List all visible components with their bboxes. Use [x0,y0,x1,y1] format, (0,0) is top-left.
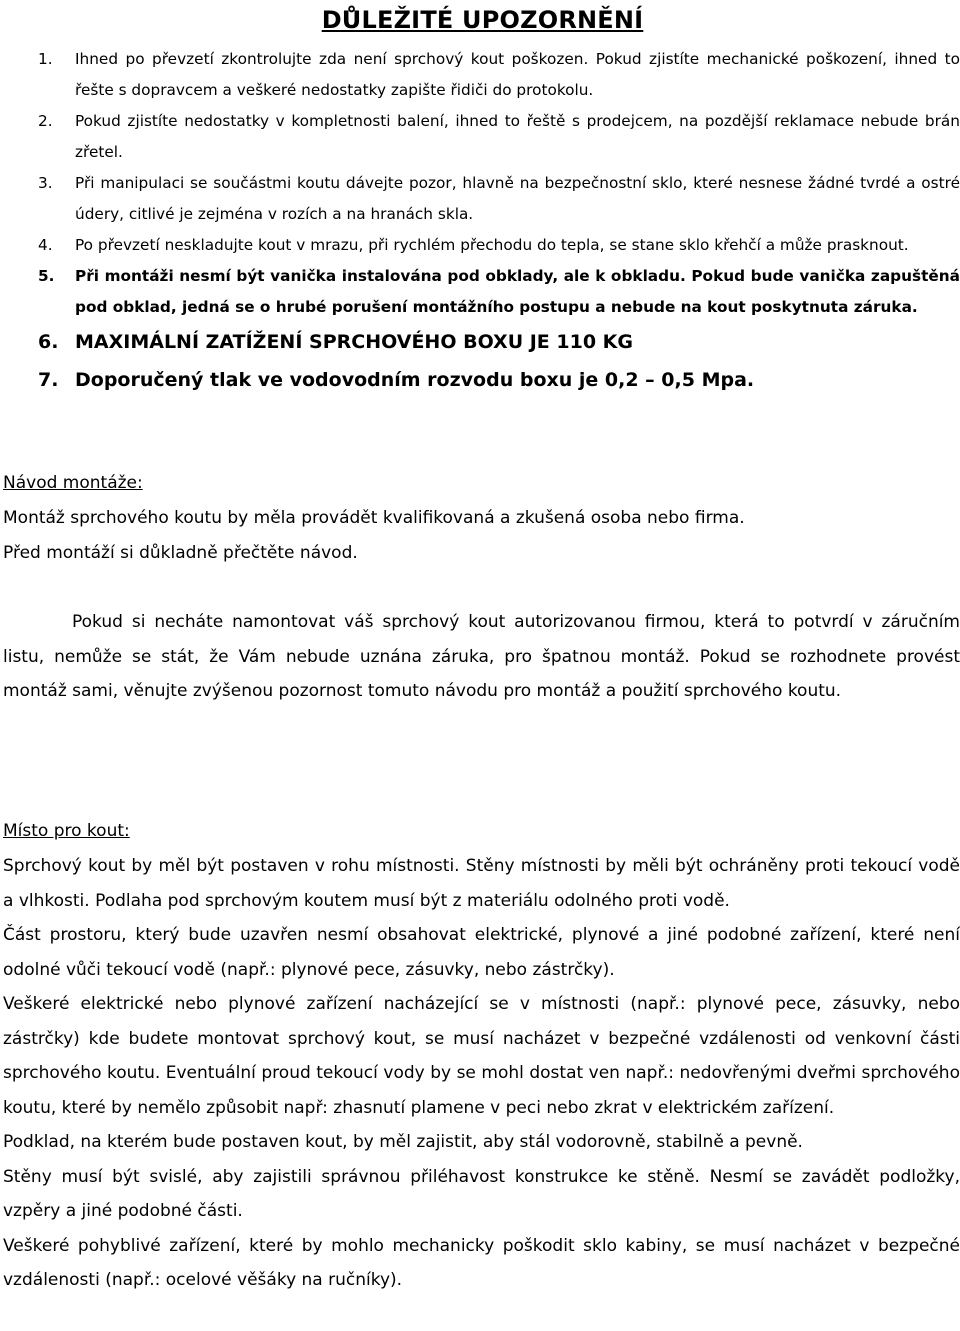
warning-text: Při montáži nesmí být vanička instalována pod obklady, ale k obkladu. Pokud bude vanička zapuštěná pod obklad, jedná se o hrubé porušení montážního postupu a nebude na kout poskytnuta záruka. [75,267,960,316]
location-paragraph-5: Stěny musí být svislé, aby zajistili správnou přiléhavost konstrukce ke stěně. Nesmí se zavádět podložky, vzpěry a jiné podobné části. [3,1166,960,1221]
location-section [3,814,960,1298]
page-title: DŮLEŽITÉ UPOZORNĚNÍ [321,6,644,34]
warning-text: Doporučený tlak ve vodovodním rozvodu boxu je 0,2 – 0,5 Mpa. [75,369,755,391]
warning-text: Po převzetí neskladujte kout v mrazu, při rychlém přechodu do tepla, se stane sklo křehčí a může prasknout. [75,236,909,254]
warning-number: 6. [38,331,59,353]
warning-text: Ihned po převzetí zkontrolujte zda není sprchový kout poškozen. Pokud zjistíte mechanické poškození, ihned to řešte s dopravcem a veškeré nedostatky zapište řidiči do protokolu. [75,50,960,99]
warning-number: 7. [38,369,59,391]
assembly-section [3,466,960,570]
warning-item-5 [0,261,960,323]
warning-number: 2. [38,112,53,130]
location-paragraph-2: Část prostoru, který bude uzavřen nesmí obsahovat elektrické, plynové a jiné podobné zařízení, které není odolné vůči tekoucí vodě (např.: plynové pece, zásuvky, nebo zástrčky). [3,925,960,980]
assembly-paragraph: Pokud si necháte namontovat váš sprchový kout autorizovanou firmou, která to potvrdí v záručním listu, nemůže se stát, že Vám nebude uznána záruka, pro špatnou montáž. Pokud se rozhodnete provést montáž sami, věnujte zvýšenou pozornost tomuto návodu pro montáž a použití sprchového koutu. [3,612,960,701]
assembly-line-2: Před montáží si důkladně přečtěte návod. [3,542,358,563]
warning-item-1 [0,44,960,106]
assembly-line-1: Montáž sprchového koutu by měla provádět kvalifikovaná a zkušená osoba nebo firma. [3,508,745,528]
location-heading: Místo pro kout: [3,821,130,841]
warning-number: 4. [38,236,53,254]
warning-item-7 [0,361,960,399]
warning-item-3 [0,168,960,230]
warning-number: 1. [38,50,53,68]
warning-text: Pokud zjistíte nedostatky v kompletnosti balení, ihned to řeště s prodejcem, na pozdější reklamace nebude brán zřetel. [75,112,960,161]
location-paragraph-3: Veškeré elektrické nebo plynové zařízení nacházející se v místnosti (např.: plynové pece, zásuvky, nebo zástrčky) kde budete montovat sprchový kout, se musí nacházet v bezpečné vzdálenosti od venkovní části sprchového koutu. Eventuální proud tekoucí vody by se mohl dostat ven např.: nedovřenými dveřmi sprchového koutu, které by nemělo způsobit např: zhasnutí plamene v peci nebo zkrat v elektrickém zařízení. [3,994,960,1118]
location-paragraph-6: Veškeré pohyblivé zařízení, které by mohlo mechanicky poškodit sklo kabiny, se musí nacházet v bezpečné vzdálenosti (např.: ocelové věšáky na ručníky). [3,1235,960,1290]
location-paragraph-4: Podklad, na kterém bude postaven kout, by měl zajistit, aby stál vodorovně, stabilně a pevně. [3,1132,803,1152]
location-paragraph-1: Sprchový kout by měl být postaven v rohu místnosti. Stěny místnosti by měli být ochráněny proti tekoucí vodě a vlhkosti. Podlaha pod sprchovým koutem musí být z materiálu odolného proti vodě. [3,856,960,911]
assembly-heading: Návod montáže: [3,473,143,493]
assembly-paragraph-block [3,605,960,709]
warnings-list [0,44,960,399]
warning-number: 3. [38,174,53,192]
warning-number: 5. [38,267,55,285]
warning-item-4 [0,230,960,261]
warning-text: Při manipulaci se součástmi koutu dávejte pozor, hlavně na bezpečnostní sklo, které nesnese žádné tvrdé a ostré údery, citlivé je zejména v rozích a na hranách skla. [75,174,960,223]
warning-item-2 [0,106,960,168]
warning-item-6 [0,323,960,361]
warning-text: MAXIMÁLNÍ ZATÍŽENÍ SPRCHOVÉHO BOXU JE 110 KG [75,331,633,353]
